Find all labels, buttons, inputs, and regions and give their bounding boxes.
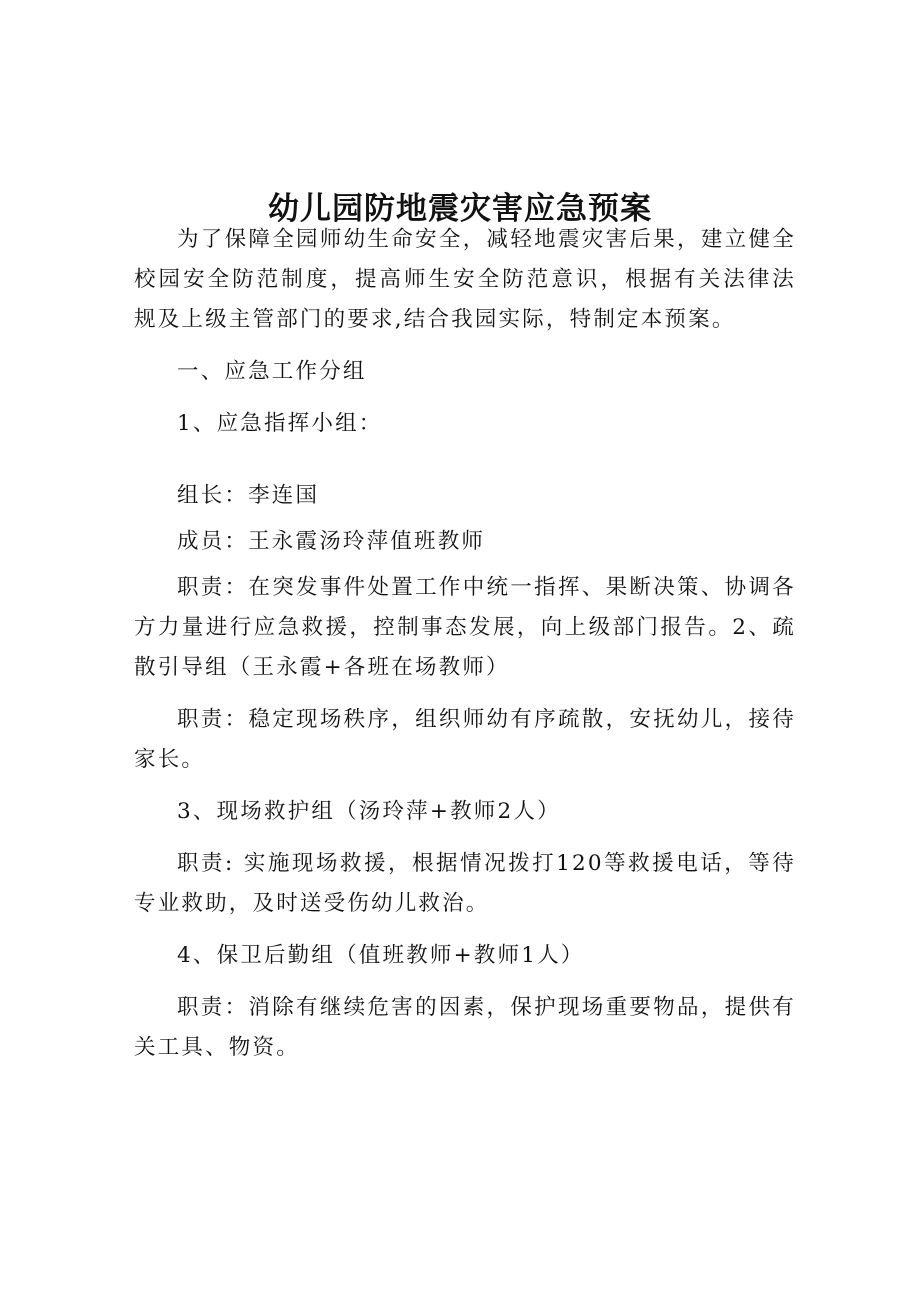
group-heading-rescue: 3、现场救护组（汤玲萍+教师2人）: [177, 799, 561, 824]
duty-paragraph-command: 职责：在突发事件处置工作中统一指挥、果断决策、协调各方力量进行应急救援，控制事态发展，向上级部门报告。2、疏散引导组（王永霞+各班在场教师）: [134, 575, 796, 680]
document-title: 幼儿园防地震灾害应急预案: [268, 190, 652, 227]
group-leader-line: 组长：李连国: [177, 483, 320, 508]
group-heading-security: 4、保卫后勤组（值班教师+教师1人）: [177, 943, 585, 968]
intro-paragraph: 为了保障全园师幼生命安全，减轻地震灾害后果，建立健全校园安全防范制度，提高师生安全防范意识，根据有关法律法规及上级主管部门的要求,结合我园实际，特制定本预案。: [134, 227, 796, 332]
section-heading: 一、应急工作分组: [177, 359, 367, 384]
duty-paragraph-rescue: 职责: 实施现场救援，根据情况拨打120等救援电话，等待专业救助，及时送受伤幼儿救治。: [134, 851, 796, 916]
document-body: [134, 220, 796, 1080]
group-members-line: 成员：王永霞汤玲萍值班教师: [177, 529, 486, 554]
group-heading-command: 1、应急指挥小组：: [177, 411, 383, 436]
duty-paragraph-security: 职责：消除有继续危害的因素，保护现场重要物品，提供有关工具、物资。: [134, 995, 796, 1060]
duty-paragraph-evacuation: 职责：稳定现场秩序，组织师幼有序疏散，安抚幼儿，接待家长。: [134, 707, 796, 772]
